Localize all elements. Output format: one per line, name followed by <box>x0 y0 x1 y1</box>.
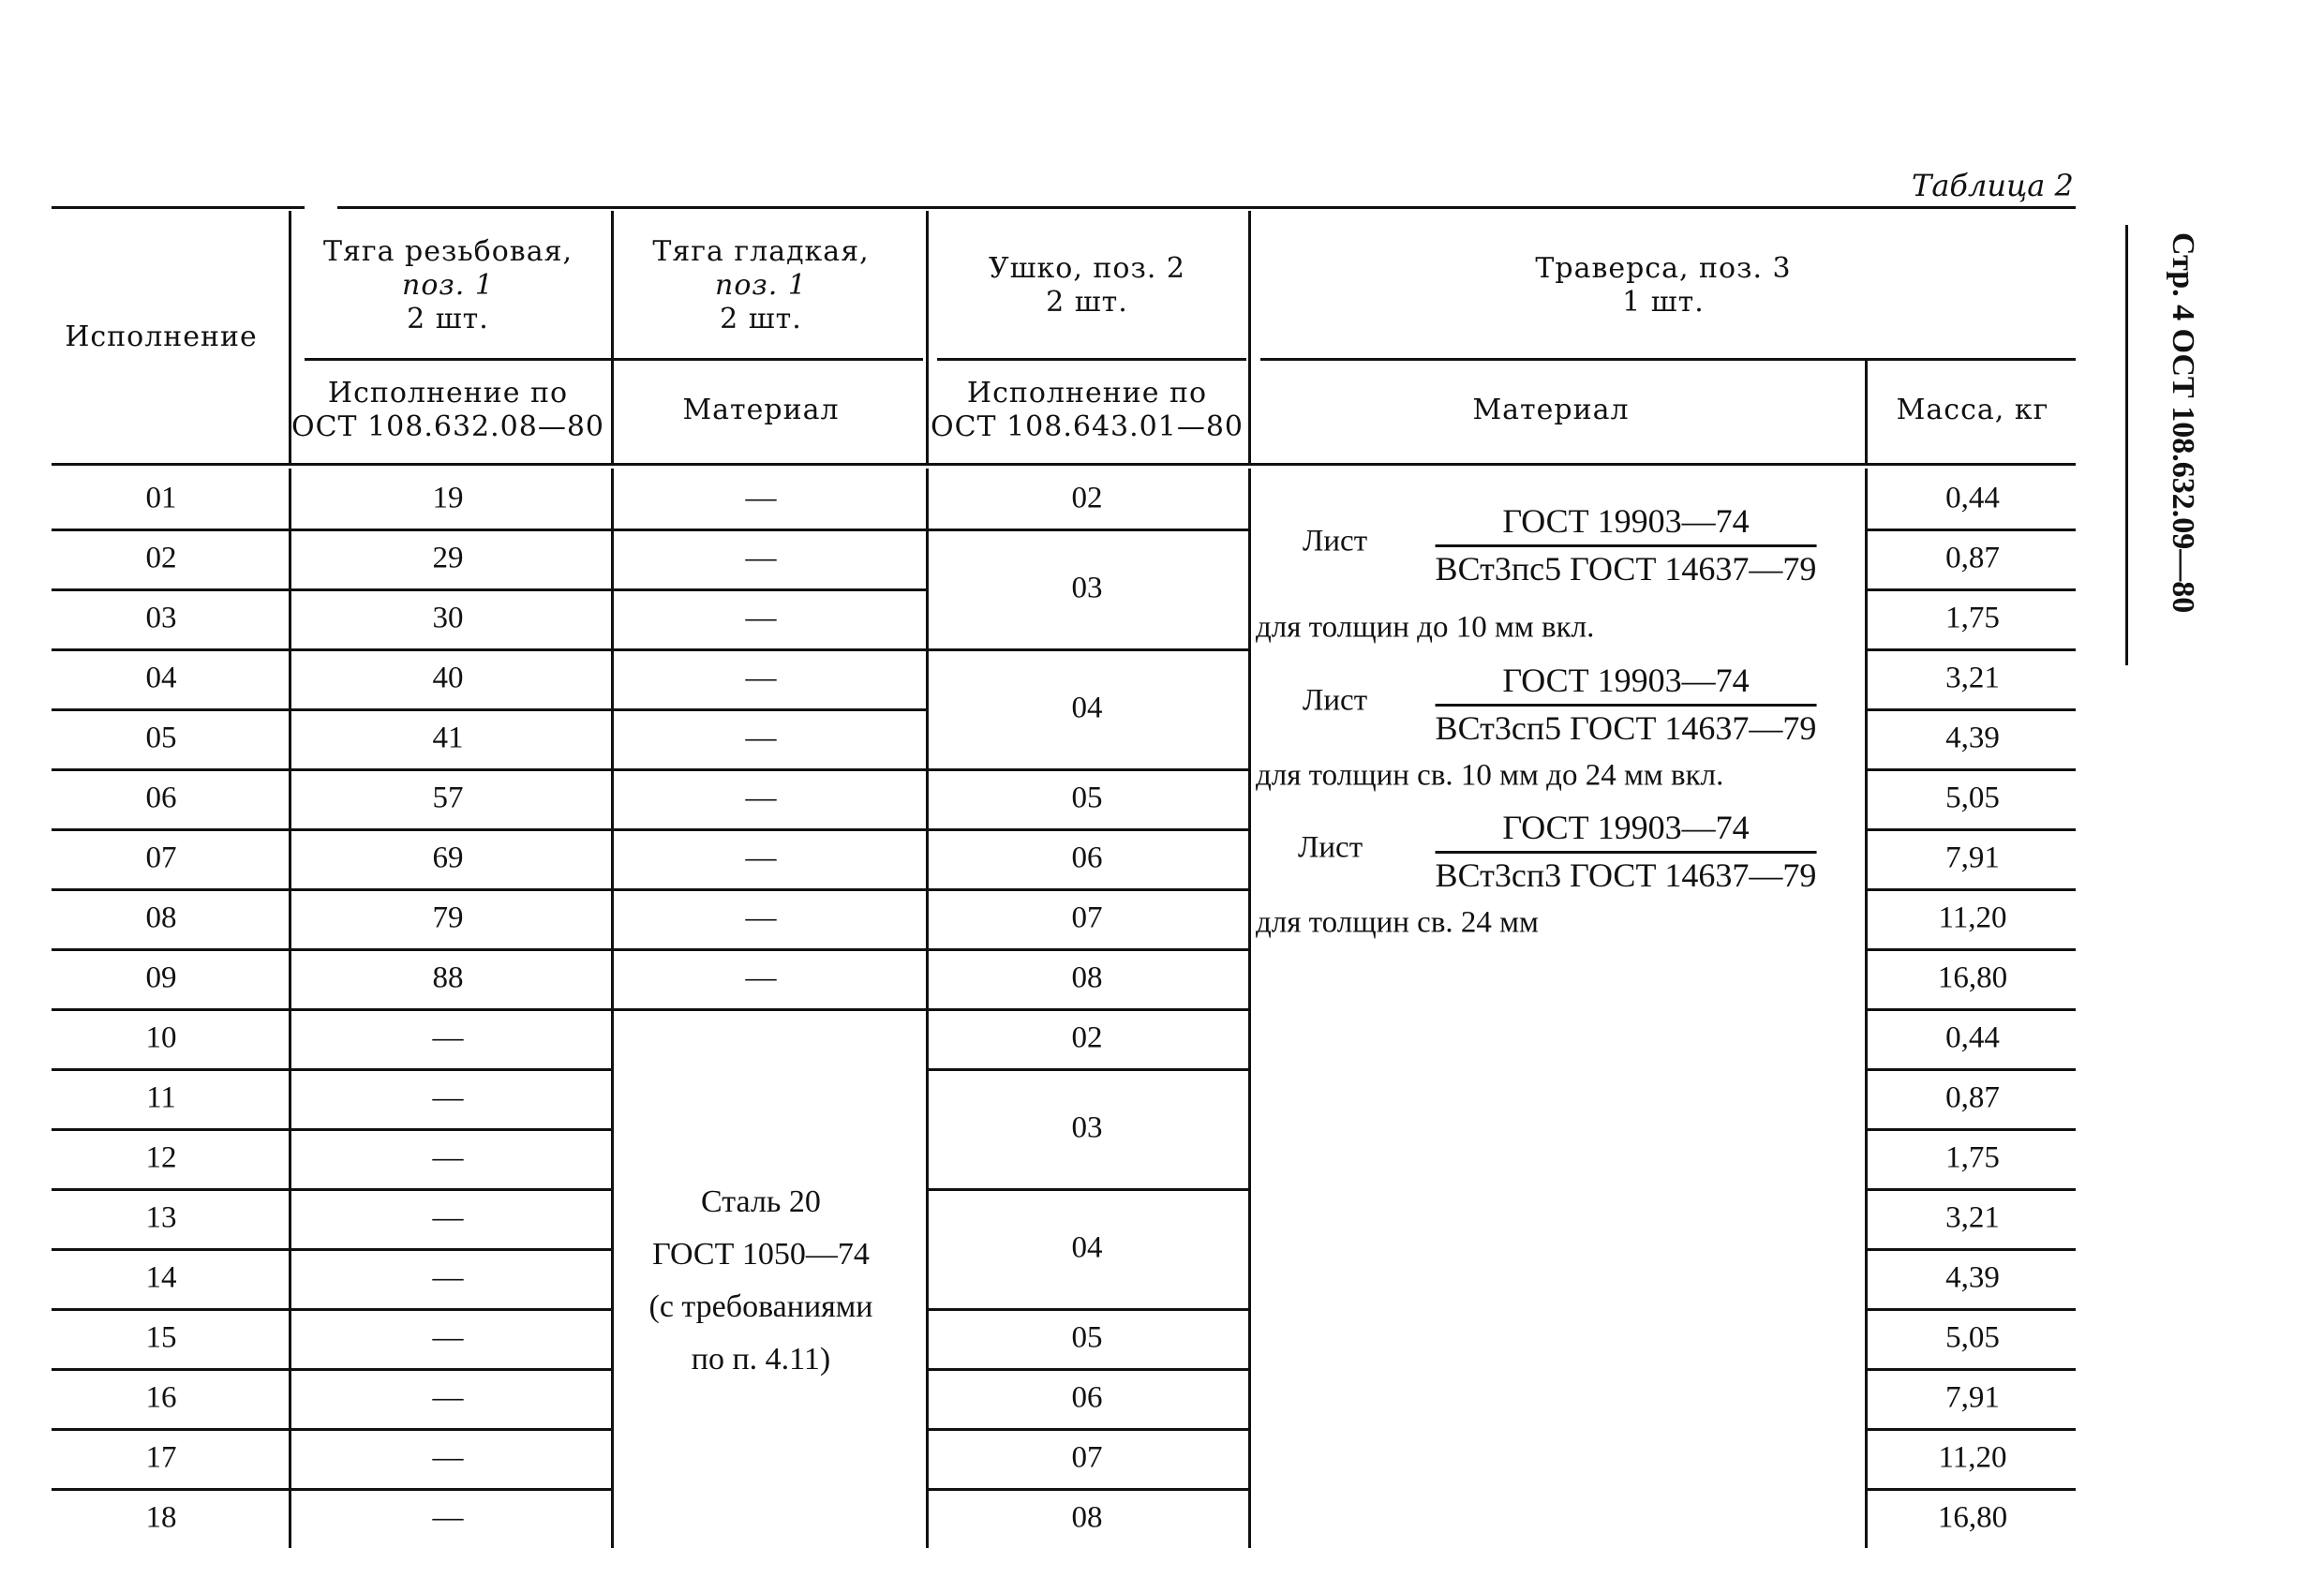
variant-cell: 13 <box>145 1200 177 1235</box>
row-rule <box>929 1188 1248 1191</box>
row-rule <box>52 1248 289 1251</box>
variant-cell: 18 <box>145 1500 177 1535</box>
mass-cell: 0,44 <box>1945 481 2000 515</box>
row-rule <box>929 888 1248 891</box>
row-rule <box>1868 1188 2076 1191</box>
header-sub-rule <box>1260 358 2076 361</box>
threaded-cell: 57 <box>432 781 464 815</box>
variant-cell: 10 <box>145 1020 177 1055</box>
row-rule <box>1868 1428 2076 1431</box>
row-rule <box>291 1368 611 1371</box>
variant-cell: 06 <box>145 781 177 815</box>
mass-cell: 5,05 <box>1945 781 2000 815</box>
row-rule <box>1868 1308 2076 1311</box>
header-bottom-rule <box>52 463 2076 466</box>
eye-cell: 08 <box>1071 960 1103 995</box>
traverse-material-3-prefix: Лист <box>1298 830 1363 865</box>
smooth-cell: — <box>745 601 777 635</box>
mass-cell: 16,80 <box>1937 1500 2008 1535</box>
smooth-material-block: Сталь 20 ГОСТ 1050—74 (с требованиями по п. 4.11) <box>648 1184 873 1377</box>
row-rule <box>1868 708 2076 711</box>
traverse-material-3-fraction: ГОСТ 19903—74 ВСт3сп3 ГОСТ 14637—79 <box>1435 809 1817 894</box>
threaded-cell: — <box>432 1020 464 1055</box>
row-rule <box>1868 529 2076 531</box>
row-rule <box>1868 828 2076 831</box>
eye-cell: 02 <box>1071 481 1103 515</box>
header-sub-rule <box>305 358 923 361</box>
eye-cell: 07 <box>1071 901 1103 935</box>
traverse-material-1-note: для толщин до 10 мм вкл. <box>1256 610 1595 645</box>
row-rule <box>291 588 611 591</box>
row-rule <box>929 1368 1248 1371</box>
row-rule <box>614 708 926 711</box>
eye-cell: 07 <box>1071 1440 1103 1475</box>
smooth-cell: — <box>745 781 777 815</box>
row-rule <box>52 1008 289 1011</box>
threaded-cell: 88 <box>432 960 464 995</box>
smooth-cell: — <box>745 661 777 695</box>
variant-cell: 04 <box>145 661 177 695</box>
eye-cell: 08 <box>1071 1500 1103 1535</box>
mass-cell: 4,39 <box>1945 1260 2000 1295</box>
row-rule <box>52 1368 289 1371</box>
variant-cell: 14 <box>145 1260 177 1295</box>
header-smooth-material: Материал <box>682 394 840 426</box>
row-rule <box>1868 948 2076 951</box>
row-rule <box>291 1488 611 1491</box>
row-rule <box>614 1008 926 1011</box>
header-traverse: Траверса, поз. 3 1 шт. <box>1535 252 1792 319</box>
row-rule <box>929 1488 1248 1491</box>
row-rule <box>1868 1368 2076 1371</box>
row-rule <box>614 588 926 591</box>
threaded-cell: — <box>432 1440 464 1475</box>
row-rule <box>52 948 289 951</box>
variant-cell: 17 <box>145 1440 177 1475</box>
row-rule <box>929 1008 1248 1011</box>
mass-cell: 0,87 <box>1945 1080 2000 1115</box>
row-rule <box>291 708 611 711</box>
row-rule <box>1868 1488 2076 1491</box>
row-rule <box>291 1068 611 1071</box>
eye-cell: 03 <box>1071 1110 1103 1145</box>
threaded-cell: — <box>432 1200 464 1235</box>
eye-cell: 05 <box>1071 781 1103 815</box>
row-rule <box>52 588 289 591</box>
mass-cell: 11,20 <box>1938 901 2007 935</box>
threaded-cell: — <box>432 1380 464 1415</box>
row-rule <box>52 648 289 651</box>
row-rule <box>614 768 926 771</box>
threaded-cell: 30 <box>432 601 464 635</box>
row-rule <box>291 1308 611 1311</box>
row-rule <box>1868 588 2076 591</box>
side-rule <box>2125 225 2128 665</box>
row-rule <box>929 1428 1248 1431</box>
mass-cell: 16,80 <box>1937 960 2008 995</box>
traverse-material-3-note: для толщин св. 24 мм <box>1256 905 1539 940</box>
eye-cell: 04 <box>1071 1230 1103 1265</box>
variant-cell: 09 <box>145 960 177 995</box>
row-rule <box>1868 888 2076 891</box>
mass-cell: 3,21 <box>1945 1200 2000 1235</box>
row-rule <box>929 1068 1248 1071</box>
mass-cell: 11,20 <box>1938 1440 2007 1475</box>
mass-cell: 0,44 <box>1945 1020 2000 1055</box>
mass-cell: 7,91 <box>1945 841 2000 875</box>
row-rule <box>291 768 611 771</box>
threaded-cell: — <box>432 1500 464 1535</box>
top-rule <box>52 206 305 209</box>
row-rule <box>291 948 611 951</box>
mass-cell: 1,75 <box>1945 1140 2000 1175</box>
variant-cell: 03 <box>145 601 177 635</box>
row-rule <box>291 1128 611 1131</box>
threaded-cell: 19 <box>432 481 464 515</box>
row-rule <box>52 1068 289 1071</box>
threaded-cell: 69 <box>432 841 464 875</box>
top-rule <box>1757 206 2076 209</box>
mass-cell: 5,05 <box>1945 1320 2000 1355</box>
row-rule <box>1868 1128 2076 1131</box>
eye-cell: 02 <box>1071 1020 1103 1055</box>
row-rule <box>52 529 289 531</box>
row-rule <box>1868 1248 2076 1251</box>
header-threaded-variant: Исполнение по ОСТ 108.632.08—80 <box>290 377 605 443</box>
variant-cell: 08 <box>145 901 177 935</box>
row-rule <box>291 888 611 891</box>
header-threaded-rod: Тяга резьбовая, поз. 1 2 шт. <box>322 235 574 335</box>
variant-cell: 07 <box>145 841 177 875</box>
row-rule <box>929 1308 1248 1311</box>
row-rule <box>1868 648 2076 651</box>
row-rule <box>52 1188 289 1191</box>
row-rule <box>929 648 1248 651</box>
mass-cell: 1,75 <box>1945 601 2000 635</box>
row-rule <box>929 529 1248 531</box>
smooth-cell: — <box>745 721 777 755</box>
header-traverse-mass: Масса, кг <box>1896 394 2049 426</box>
traverse-material-1-prefix: Лист <box>1303 524 1368 558</box>
threaded-cell: — <box>432 1140 464 1175</box>
row-rule <box>614 948 926 951</box>
row-rule <box>52 708 289 711</box>
smooth-cell: — <box>745 481 777 515</box>
eye-cell: 06 <box>1071 1380 1103 1415</box>
top-rule <box>337 206 1762 209</box>
traverse-material-2-prefix: Лист <box>1303 683 1368 718</box>
variant-cell: 02 <box>145 541 177 575</box>
header-smooth-rod: Тяга гладкая, поз. 1 2 шт. <box>652 235 870 335</box>
row-rule <box>52 1308 289 1311</box>
row-rule <box>52 1488 289 1491</box>
variant-cell: 15 <box>145 1320 177 1355</box>
table-caption: Таблица 2 <box>1912 168 2074 203</box>
eye-cell: 06 <box>1071 841 1103 875</box>
variant-cell: 01 <box>145 481 177 515</box>
mass-cell: 3,21 <box>1945 661 2000 695</box>
row-rule <box>52 1128 289 1131</box>
row-rule <box>291 1188 611 1191</box>
row-rule <box>52 1428 289 1431</box>
row-rule <box>52 888 289 891</box>
row-rule <box>614 828 926 831</box>
threaded-cell: — <box>432 1320 464 1355</box>
variant-cell: 12 <box>145 1140 177 1175</box>
row-rule <box>291 529 611 531</box>
row-rule <box>1868 768 2076 771</box>
mass-cell: 4,39 <box>1945 721 2000 755</box>
side-label: Стр. 4 ОСТ 108.632.09—80 <box>2166 232 2200 614</box>
smooth-cell: — <box>745 841 777 875</box>
threaded-cell: — <box>432 1080 464 1115</box>
row-rule <box>291 1428 611 1431</box>
smooth-cell: — <box>745 541 777 575</box>
row-rule <box>52 768 289 771</box>
mass-cell: 0,87 <box>1945 541 2000 575</box>
eye-cell: 04 <box>1071 691 1103 725</box>
col-divider <box>1865 361 1868 464</box>
row-rule <box>52 828 289 831</box>
smooth-cell: — <box>745 960 777 995</box>
row-rule <box>614 648 926 651</box>
threaded-cell: — <box>432 1260 464 1295</box>
col-divider <box>611 211 614 464</box>
variant-cell: 05 <box>145 721 177 755</box>
eye-cell: 05 <box>1071 1320 1103 1355</box>
header-variant: Исполнение <box>65 320 258 353</box>
header-eye-variant: Исполнение по ОСТ 108.643.01—80 <box>930 377 1244 443</box>
variant-cell: 11 <box>146 1080 176 1115</box>
row-rule <box>291 648 611 651</box>
threaded-cell: 79 <box>432 901 464 935</box>
col-divider <box>926 211 929 464</box>
row-rule <box>291 828 611 831</box>
row-rule <box>1868 1008 2076 1011</box>
header-sub-rule <box>937 358 1246 361</box>
traverse-material-1-fraction: ГОСТ 19903—74 ВСт3пс5 ГОСТ 14637—79 <box>1435 502 1817 588</box>
col-divider <box>1248 211 1251 464</box>
traverse-material-2-note: для толщин св. 10 мм до 24 мм вкл. <box>1256 758 1724 793</box>
row-rule <box>614 529 926 531</box>
row-rule <box>291 1008 611 1011</box>
row-rule <box>929 828 1248 831</box>
variant-cell: 16 <box>145 1380 177 1415</box>
header-traverse-material: Материал <box>1472 394 1630 426</box>
header-eye: Ушко, поз. 2 2 шт. <box>988 252 1186 319</box>
row-rule <box>929 948 1248 951</box>
smooth-cell: — <box>745 901 777 935</box>
row-rule <box>929 768 1248 771</box>
mass-cell: 7,91 <box>1945 1380 2000 1415</box>
eye-cell: 03 <box>1071 571 1103 605</box>
row-rule <box>1868 1068 2076 1071</box>
col-divider <box>1248 469 1251 1548</box>
row-rule <box>291 1248 611 1251</box>
threaded-cell: 41 <box>432 721 464 755</box>
threaded-cell: 40 <box>432 661 464 695</box>
row-rule <box>614 888 926 891</box>
threaded-cell: 29 <box>432 541 464 575</box>
traverse-material-2-fraction: ГОСТ 19903—74 ВСт3сп5 ГОСТ 14637—79 <box>1435 662 1817 747</box>
